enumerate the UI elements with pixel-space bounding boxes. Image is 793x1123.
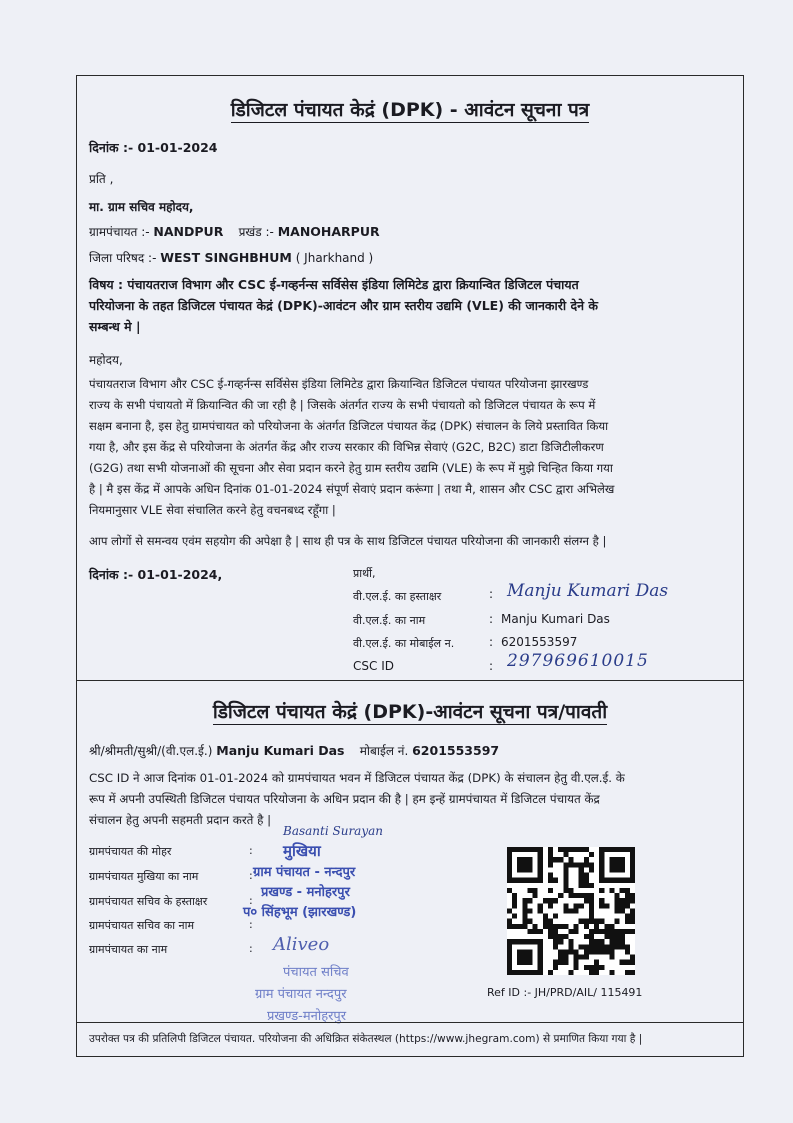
- receipt-body-line: संचालन हेतु अपनी सहमती प्रदान करते है |: [89, 813, 272, 827]
- salutation: महोदय,: [89, 353, 123, 367]
- name-prefix: श्री/श्रीमती/सुश्री/(वी.एल.ई.): [89, 744, 213, 758]
- body-line: गया है, और इस केंद्र से परियोजना के अंतर्गत केंद्र और राज्य सरकार की विभिन्न सेवाएं (G2C, B2C) डाटा डिजिटीलीकरण: [89, 440, 604, 454]
- sachiv-stamp-title: पंचायत सचिव: [283, 965, 349, 980]
- mukhiya-stamp-district: प० सिंहभूम (झारखण्ड): [243, 905, 357, 920]
- mukhiya-stamp-title: मुखिया: [283, 842, 321, 860]
- gp-name-label: ग्रामपंचायत का नाम: [89, 943, 168, 956]
- sachiv-stamp-block: प्रखण्ड-मनोहरपुर: [267, 1009, 347, 1024]
- vle-mobile-value: 6201553597: [501, 635, 578, 649]
- vle-signature-label: वी.एल.ई. का हस्ताक्षर: [353, 590, 442, 603]
- body-line: पंचायतराज विभाग और CSC ई-गव्हर्नन्स सर्विसेस इंडिया लिमिटेड द्वारा क्रियान्वित डिजिटल पंचायत परियोजना झारखण्ड: [89, 377, 589, 391]
- qr-code: [507, 847, 635, 975]
- subject-line: परियोजना के तहत डिजिटल पंचायत केद्रं (DPK)-आवंटन और ग्राम स्तरीय उद्यमि (VLE) की जानकारी देने के: [89, 298, 598, 313]
- letter-title: डिजिटल पंचायत केद्रं (DPK) - आवंटन सूचना पत्र: [230, 99, 590, 121]
- footer-note: उपरोक्त पत्र की प्रतिलिपी डिजिटल पंचायत. परियोजना की अधिक्रित संकेतस्थल (https://www.jhegram.com) से प्रमाणित किया गया है |: [89, 1033, 643, 1045]
- gram-panchayat-line: [89, 223, 380, 240]
- body-line: नियमानुसार VLE सेवा संचालित करने हेतु वचनबध्द रहूँगा |: [89, 503, 336, 517]
- csc-id-sep: :: [489, 659, 494, 673]
- mukhiya-name-sep: :: [249, 869, 253, 882]
- vle-name: Manju Kumari Das: [216, 743, 345, 758]
- vle-mobile-label: वी.एल.ई. का मोबाईल न.: [353, 637, 455, 650]
- gp-label: ग्रामपंचायत :-: [89, 225, 150, 239]
- recipient: मा. ग्राम सचिव महोदय,: [89, 200, 194, 214]
- letter-body: [89, 374, 739, 521]
- vle-name-sep: :: [489, 612, 494, 626]
- ref-id: Ref ID :- JH/PRD/AIL/ 115491: [487, 986, 643, 999]
- mukhiya-name-label: ग्रामपंचायत मुखिया का नाम: [89, 870, 199, 883]
- gp-name-sep: :: [249, 942, 253, 955]
- applicant-label: प्रार्थी,: [353, 567, 376, 580]
- csc-id-label: CSC ID: [353, 659, 394, 673]
- receipt-title: डिजिटल पंचायत केद्रं (DPK)-आवंटन सूचना पत्र/पावती: [212, 701, 608, 723]
- sachiv-name-label: ग्रामपंचायत सचिव का नाम: [89, 919, 195, 932]
- mukhiya-stamp-block: प्रखण्ड - मनोहरपुर: [261, 885, 350, 900]
- letter-date: दिनांक :- 01-01-2024: [89, 140, 218, 155]
- closing-line: आप लोगों से समन्वय एवंम सहयोग की अपेक्षा है | साथ ही पत्र के साथ डिजिटल पंचायत परियोजना की जानकारी संलग्न है |: [89, 534, 607, 548]
- receipt-body-line: CSC ID ने आज दिनांक 01-01-2024 को ग्रामपंचायत भवन में डिजिटल पंचायत केंद्र (DPK) के संचालन हेतु वी.एल.ई. के: [89, 771, 625, 785]
- body-line: है | मै इस केंद्र में आपके अधिन दिनांक 01-01-2024 संपूर्ण सेवाएं प्रदान करूंगा | तथा मै, शासन और CSC द्वारा अभिलेख: [89, 482, 615, 496]
- sachiv-signature: Aliveo: [273, 934, 330, 955]
- sachiv-signature-sep: :: [249, 894, 253, 907]
- gp-value: NANDPUR: [153, 224, 224, 239]
- footer-divider: [77, 1022, 743, 1023]
- sachiv-signature-label: ग्रामपंचायत सचिव के हस्ताक्षर: [89, 895, 208, 908]
- letter-date-2: दिनांक :- 01-01-2024,: [89, 567, 223, 582]
- vle-mobile-sep: :: [489, 635, 494, 649]
- subject-line: विषय : पंचायतराज विभाग और CSC ई-गव्हर्नन्स सर्विसेस इंडिया लिमिटेड द्वारा क्रियान्वित डिजिटल पंचायत: [89, 277, 579, 292]
- receipt-body: [89, 768, 739, 831]
- mukhiya-signature: Basanti Surayan: [283, 824, 383, 838]
- vle-signature: Manju Kumari Das: [507, 581, 669, 601]
- body-line: सक्षम बनाना है, इस हेतु ग्रामपंचायत को परियोजना के अंतर्गत डिजिटल पंचायत केंद्र (DPK) संचालन के लिये प्रस्तावित किया: [89, 419, 609, 433]
- body-line: राज्य के सभी पंचायतो में क्रियान्वित की जा रही है | जिसके अंतर्गत राज्य के सभी पंचायतो को डिजिटल पंचायत के रूप में: [89, 398, 596, 412]
- state-value: ( Jharkhand ): [295, 251, 374, 265]
- subject: [89, 274, 739, 337]
- vle-name-value: Manju Kumari Das: [501, 612, 610, 626]
- sachiv-name-sep: :: [249, 918, 253, 931]
- body-line: (G2G) तथा सभी योजनाओं की सूचना और सेवा प्रदान करने हेतु ग्राम स्तरीय उद्यमि (VLE) के रूप में मुझे चिन्हित किया गया: [89, 461, 613, 475]
- vle-name-label: वी.एल.ई. का नाम: [353, 614, 426, 627]
- section-divider: [77, 680, 743, 681]
- block-value: MANOHARPUR: [277, 224, 380, 239]
- gp-seal-label: ग्रामपंचायत की मोहर: [89, 845, 172, 858]
- receipt-name-line: [89, 742, 499, 759]
- mobile-prefix: मोबाईल नं.: [359, 744, 409, 758]
- district-value: WEST SINGHBHUM: [160, 250, 292, 265]
- district-line: [89, 249, 373, 266]
- to-line: प्रति ,: [89, 172, 114, 186]
- subject-line: सम्बन्ध मे |: [89, 319, 141, 334]
- sachiv-stamp-gp: ग्राम पंचायत नन्दपुर: [255, 987, 347, 1002]
- block-label: प्रखंड :-: [238, 225, 274, 239]
- gp-seal-sep: :: [249, 844, 253, 857]
- receipt-body-line: रूप में अपनी उपस्थिती डिजिटल पंचायत परियोजना के अधिन प्रदान की है | हम इन्हें ग्रामपंचायत में डिजिटल पंचायत केंद्र: [89, 792, 600, 806]
- district-label: जिला परिषद :-: [89, 251, 157, 265]
- vle-signature-sep: :: [489, 587, 494, 601]
- allotment-letter-page: [76, 75, 744, 1057]
- mukhiya-stamp-gp: ग्राम पंचायत - नन्दपुर: [253, 865, 356, 880]
- vle-mobile: 6201553597: [412, 743, 500, 758]
- csc-id-handwritten: 297969610015: [507, 651, 649, 671]
